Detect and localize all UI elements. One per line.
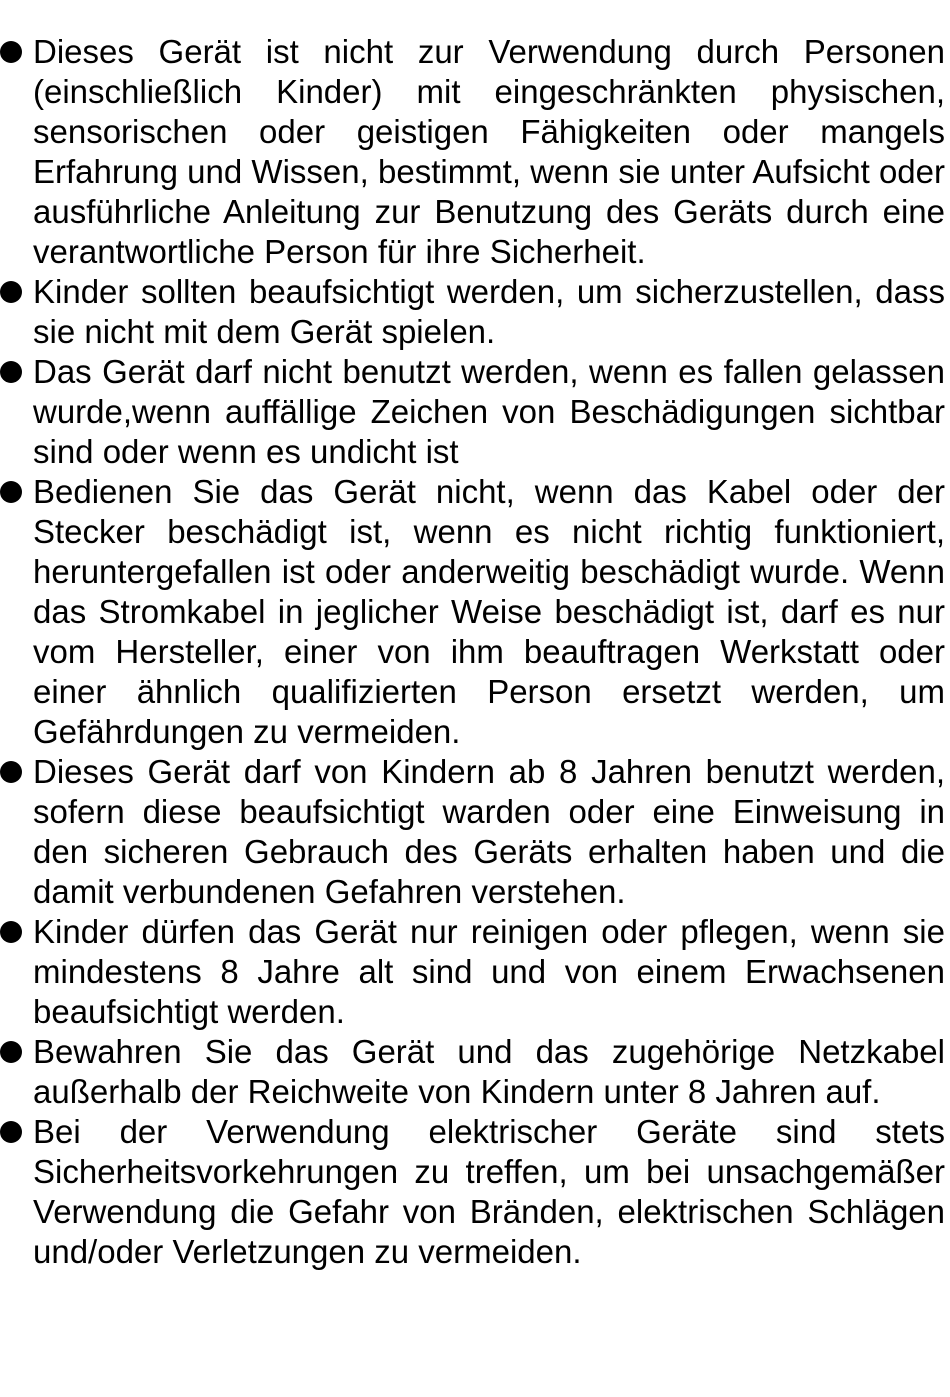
list-item — [0, 752, 950, 912]
bullet-dot-icon — [0, 41, 22, 63]
list-item — [0, 32, 950, 272]
list-item — [0, 912, 950, 1032]
list-item-text: Bewahren Sie das Gerät und das zugehörige Netzkabel außerhalb der Reichweite von Kindern unter 8 Jahren auf. — [33, 1033, 945, 1110]
list-item-text: Kinder dürfen das Gerät nur reinigen oder pflegen, wenn sie mindestens 8 Jahre alt sind und von einem Erwachsenen beaufsichtigt werden. — [33, 913, 945, 1030]
list-item-text: Dieses Gerät darf von Kindern ab 8 Jahren benutzt werden, sofern diese beaufsichtigt warden oder eine Einweisung in den sicheren Gebrauch des Geräts erhalten haben und die damit verbundenen Gefahren verstehen. — [33, 753, 945, 910]
list-item — [0, 1112, 950, 1272]
list-item-text: Kinder sollten beaufsichtigt werden, um sicherzustellen, dass sie nicht mit dem Gerät spielen. — [33, 273, 945, 350]
bullet-dot-icon — [0, 1121, 22, 1143]
list-item — [0, 472, 950, 752]
bullet-dot-icon — [0, 481, 22, 503]
list-item — [0, 272, 950, 352]
bullet-dot-icon — [0, 361, 22, 383]
list-item — [0, 352, 950, 472]
list-item-text: Das Gerät darf nicht benutzt werden, wenn es fallen gelassen wurde,wenn auffällige Zeichen von Beschädigungen sichtbar sind oder wenn es undicht ist — [33, 353, 945, 470]
list-item-text: Bedienen Sie das Gerät nicht, wenn das Kabel oder der Stecker beschädigt ist, wenn es nicht richtig funktioniert, heruntergefallen ist oder anderweitig beschädigt wurde. Wenn das Stromkabel in jeglicher Weise beschädigt ist, darf es nur vom Hersteller, einer von ihm beauftragen Werkstatt oder einer ähnlich qualifizierten Person ersetzt werden, um Gefährdungen zu vermeiden. — [33, 473, 945, 750]
bullet-dot-icon — [0, 1041, 22, 1063]
list-item-text: Bei der Verwendung elektrischer Geräte sind stets Sicherheitsvorkehrungen zu treffen, um bei unsachgemäßer Verwendung die Gefahr von Bränden, elektrischen Schlägen und/oder Verletzungen zu vermeiden. — [33, 1113, 945, 1270]
bullet-dot-icon — [0, 761, 22, 783]
safety-bullet-list — [0, 32, 950, 1272]
safety-instructions-page — [0, 32, 950, 1272]
list-item — [0, 1032, 950, 1112]
bullet-dot-icon — [0, 921, 22, 943]
list-item-text: Dieses Gerät ist nicht zur Verwendung durch Personen (einschließlich Kinder) mit eingeschränkten physischen, sensorischen oder geistigen Fähigkeiten oder mangels Erfahrung und Wissen, bestimmt, wenn sie unter Aufsicht oder ausführliche Anleitung zur Benutzung des Geräts durch eine verantwortliche Person für ihre Sicherheit. — [33, 33, 945, 270]
bullet-dot-icon — [0, 281, 22, 303]
